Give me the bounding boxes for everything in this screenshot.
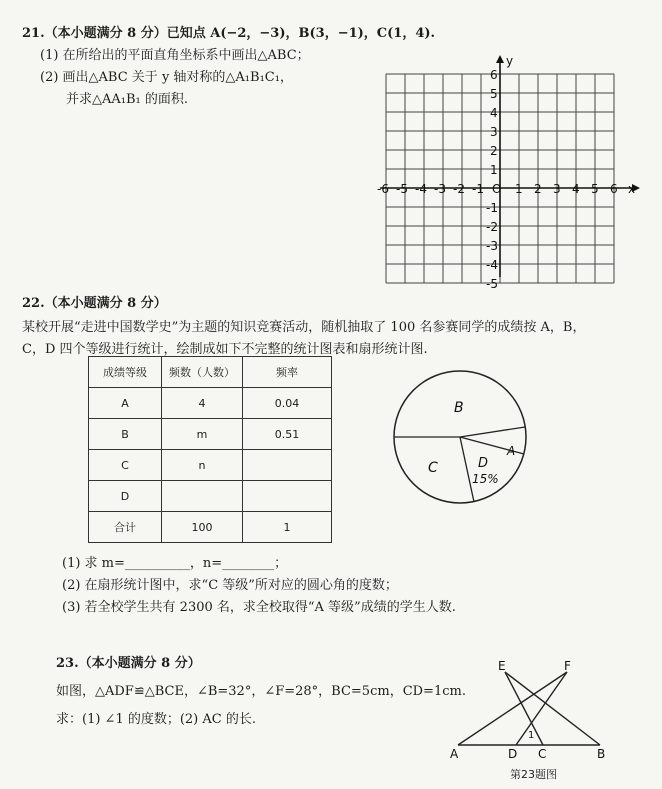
pie-chart — [392, 368, 532, 508]
table-cell: 1 — [243, 512, 332, 543]
table-cell: A — [89, 388, 162, 419]
y-tick-label: 1 — [490, 163, 498, 177]
table-cell: m — [162, 419, 243, 450]
q23-heading: 23.（本小题满分 8 分） — [56, 656, 201, 671]
table-cell: 100 — [162, 512, 243, 543]
x-tick-label: 1 — [515, 182, 523, 196]
x-tick-label: -2 — [453, 182, 465, 196]
table-cell: D — [89, 481, 162, 512]
x-axis-label: x — [628, 182, 636, 196]
table-cell — [243, 450, 332, 481]
table-cell: 0.51 — [243, 419, 332, 450]
q22-intro-1: 某校开展“走进中国数学史”为主题的知识竞赛活动，随机抽取了 100 名参赛同学的成绩按 A，B， — [22, 320, 586, 335]
frequency-table — [88, 356, 332, 543]
q22-sub-1: (1) 求 m=__________，n=________； — [62, 556, 288, 571]
table-row — [89, 419, 332, 450]
x-tick-label: 5 — [591, 182, 599, 196]
q23-line-1: 如图，△ADF≌△BCE，∠B=32°，∠F=28°，BC=5cm，CD=1cm. — [56, 684, 466, 699]
triangle-figure — [450, 660, 620, 760]
x-tick-label: -3 — [434, 182, 446, 196]
pie-label-a: A — [507, 444, 516, 458]
point-label-f: F — [564, 659, 571, 673]
table-row — [89, 450, 332, 481]
table-cell: 4 — [162, 388, 243, 419]
x-tick-label: 6 — [610, 182, 618, 196]
pie-label-b: B — [454, 400, 464, 416]
q22-intro-2: C，D 四个等级进行统计，绘制成如下不完整的统计图表和扇形统计图. — [22, 342, 428, 357]
point-label-c: C — [538, 747, 547, 761]
y-tick-label: 6 — [490, 68, 498, 82]
angle-label-1: 1 — [528, 730, 535, 741]
table-header-row — [89, 357, 332, 388]
segment-af — [458, 672, 567, 745]
y-axis-label: y — [506, 54, 514, 68]
pie-divider — [460, 437, 474, 502]
q22-sub-2: (2) 在扇形统计图中，求“C 等级”所对应的圆心角的度数； — [62, 578, 398, 593]
table-cell: 0.04 — [243, 388, 332, 419]
point-label-b: B — [597, 747, 606, 761]
x-tick-label: 4 — [572, 182, 580, 196]
x-tick-label: -1 — [472, 182, 484, 196]
y-tick-label: -4 — [486, 258, 498, 272]
y-tick-label: 5 — [490, 87, 498, 101]
q21-part1: (1) 在所给出的平面直角坐标系中画出△ABC； — [40, 48, 310, 63]
x-tick-label: 2 — [534, 182, 542, 196]
table-cell: 合计 — [89, 512, 162, 543]
origin-label: O — [492, 182, 502, 196]
table-header: 成绩等级 — [89, 357, 162, 388]
x-tick-label: 3 — [553, 182, 561, 196]
y-tick-label: 4 — [490, 106, 498, 120]
pie-label-d: D — [478, 456, 489, 471]
q21-heading: 21.（本小题满分 8 分）已知点 A(−2，−3)，B(3，−1)，C(1，4). — [22, 26, 436, 41]
q23-line-2: 求：(1) ∠1 的度数；(2) AC 的长. — [56, 712, 256, 727]
point-label-a: A — [450, 747, 459, 761]
pie-divider — [460, 427, 525, 437]
table-cell: n — [162, 450, 243, 481]
point-label-d: D — [508, 747, 518, 761]
y-tick-label: -2 — [486, 220, 498, 234]
figure-caption: 第23题图 — [510, 768, 557, 781]
q21-part2: (2) 画出△ABC 关于 y 轴对称的△A₁B₁C₁， — [40, 70, 293, 85]
table-cell: C — [89, 450, 162, 481]
y-tick-label: 2 — [490, 144, 498, 158]
table-row — [89, 388, 332, 419]
y-tick-label: -1 — [486, 201, 498, 215]
y-tick-label: -3 — [486, 239, 498, 253]
point-label-e: E — [498, 659, 506, 673]
table-header: 频数（人数） — [162, 357, 243, 388]
table-header: 频率 — [243, 357, 332, 388]
q22-heading: 22.（本小题满分 8 分） — [22, 296, 167, 311]
y-axis-arrow — [496, 55, 504, 63]
x-tick-label: -4 — [415, 182, 427, 196]
x-tick-label: -5 — [396, 182, 408, 196]
table-row — [89, 481, 332, 512]
table-cell — [243, 481, 332, 512]
table-row — [89, 512, 332, 543]
table-cell: B — [89, 419, 162, 450]
y-tick-label: 3 — [490, 125, 498, 139]
q21-part3: 并求△AA₁B₁ 的面积. — [66, 92, 189, 107]
y-tick-label: -5 — [486, 277, 498, 291]
pie-label-c: C — [428, 460, 438, 476]
x-tick-label: -6 — [377, 182, 389, 196]
pie-label-d-percent: 15% — [472, 472, 499, 486]
segment-be — [505, 672, 600, 745]
coordinate-grid — [377, 54, 640, 291]
table-cell — [162, 481, 243, 512]
q22-sub-3: (3) 若全校学生共有 2300 名，求全校取得“A 等级”成绩的学生人数. — [62, 600, 456, 615]
